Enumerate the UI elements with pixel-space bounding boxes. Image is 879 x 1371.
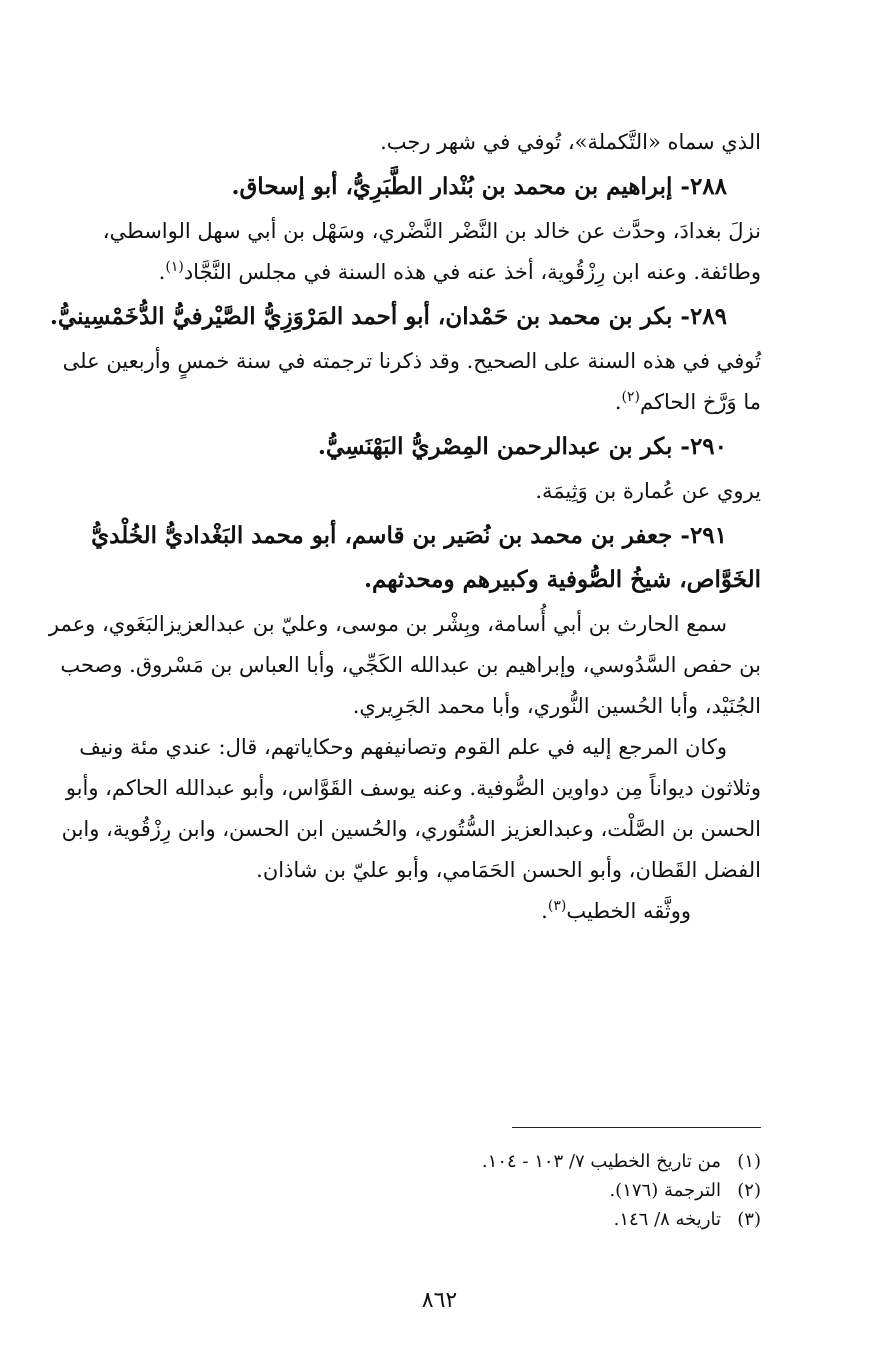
paragraph-end: . <box>614 390 622 414</box>
page-number: ٨٦٢ <box>421 1288 458 1313</box>
footnote-separator <box>512 1127 761 1128</box>
entry-heading-289: ٢٨٩- بكر بن محمد بن حَمْدان، أبو أحمد المَرْوَزِيُّ الصَّيْرفيُّ الدُّخَمْسِينيُّ. <box>49 303 727 330</box>
paragraph-end: . <box>541 899 548 923</box>
footnote-number: (٣) <box>737 1209 761 1230</box>
entry-paragraph <box>46 341 761 423</box>
footnote-1 <box>361 1147 761 1176</box>
paragraph-continuation: الذي سماه «التَّكملة»، تُوفي في شهر رجب. <box>380 130 761 154</box>
paragraph-end: . <box>158 260 166 284</box>
entry-paragraph: سمع الحارث بن أبي أُسامة، وبِشْر بن موسى، وعليّ بن عبدالعزيزالبَغَوي، وعمر بن حفص السَّدُوسي، وإبراهيم بن عبدالله الكَجِّي، وأبا العباس بن مَسْروق. وصحب الجُنَيْد، وأبا الحُسين النُّوري، وأبا محمد الجَرِيري. <box>48 612 761 718</box>
footnote-2 <box>361 1176 761 1205</box>
entry-paragraph: يروي عن عُمارة بن وَثِيمَة. <box>535 479 761 503</box>
footnote-ref: (٢) <box>621 389 640 405</box>
main-text <box>46 122 761 932</box>
entry-paragraph <box>46 891 761 932</box>
entry-heading-291: ٢٩١- جعفر بن محمد بن نُصَير بن قاسم، أبو محمد البَغْداديُّ الخُلْديُّ الخَوَّاص، شيخُ الصُّوفية وكبيرهم ومحدثهم. <box>91 522 761 593</box>
paragraph-text: تُوفي في هذه السنة على الصحيح. وقد ذكرنا ترجمته في سنة خمسٍ وأربعين على ما وَرَّخ الحاكم <box>62 349 761 414</box>
paragraph-text: ووثَّقه الخطيب <box>566 899 691 923</box>
footnote-text: من تاريخ الخطيب ٧/ ١٠٣ - ١٠٤. <box>481 1151 721 1172</box>
footnote-text: تاريخه ٨/ ١٤٦. <box>613 1209 721 1230</box>
footnote-3 <box>361 1205 761 1234</box>
footnote-ref: (٣) <box>547 898 567 914</box>
footnote-text: الترجمة (١٧٦). <box>609 1180 721 1201</box>
entry-heading-290: ٢٩٠- بكر بن عبدالرحمن المِصْريُّ البَهْنَسِيُّ. <box>317 433 727 460</box>
footnotes <box>361 1147 761 1234</box>
footnote-ref: (١) <box>165 259 184 275</box>
entry-paragraph: وكان المرجع إليه في علم القوم وتصانيفهم وحكاياتهم، قال: عندي مئة ونيف وثلاثون ديواناً مِن دواوين الصُّوفية. وعنه يوسف القَوَّاس، وأبو عبدالله الحاكم، وأبو الحسن بن الصَّلْت، وعبدالعزيز السُّتُوري، والحُسين ابن الحسن، وابن رِزْقُوية، وابن الفضل القَطان، وأبو الحسن الحَمَامي، وأبو عليّ بن شاذان. <box>61 735 761 882</box>
entry-heading-288: ٢٨٨- إبراهيم بن محمد بن بُنْدار الطَّبَرِيُّ، أبو إسحاق. <box>231 173 727 200</box>
footnote-number: (٢) <box>737 1180 761 1201</box>
footnote-number: (١) <box>737 1151 761 1172</box>
paragraph-text: نزلَ بغدادَ، وحدَّث عن خالد بن النَّضْر النَّضْري، وسَهْل بن أبي سهل الواسطي، وطائفة. وعنه ابن رِزْقُوية، أخذ عنه في هذه السنة في مجلس النَّجَّاد <box>102 219 761 284</box>
entry-paragraph <box>46 211 761 293</box>
